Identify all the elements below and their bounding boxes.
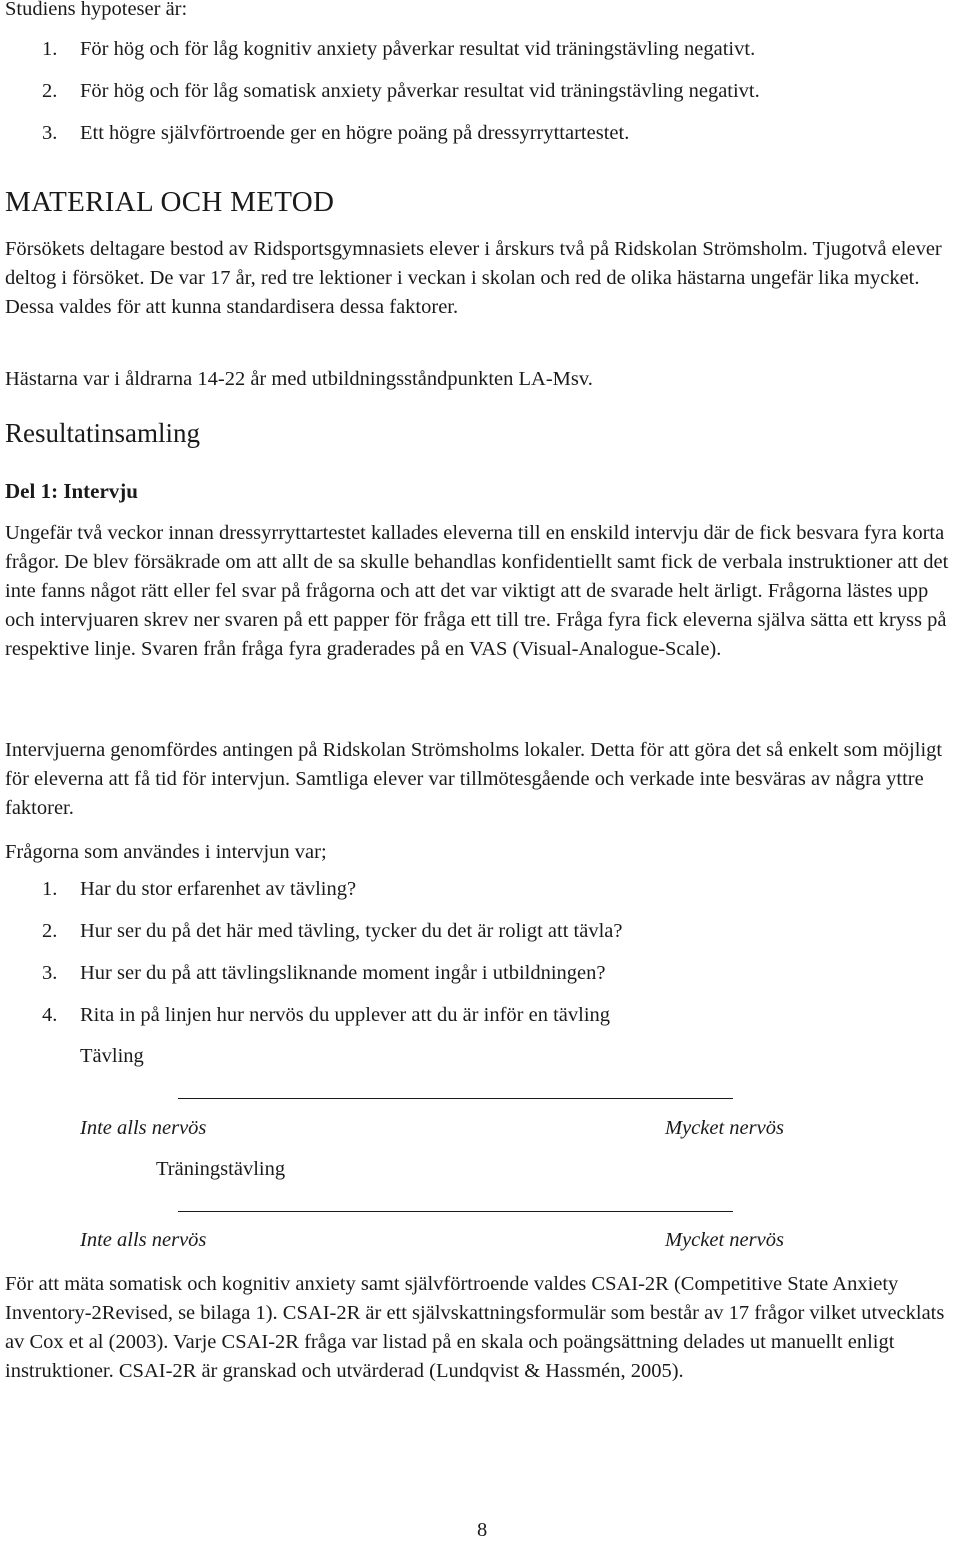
scale-title: Tävling <box>80 1045 144 1067</box>
hypothesis-text: För hög och för låg somatisk anxiety påverkar resultat vid träningstävling negativt. <box>80 80 760 102</box>
horses-paragraph: Hästarna var i åldrarna 14-22 år med utbildningsståndpunkten LA-Msv. <box>5 368 593 390</box>
subsection-heading-interview: Del 1: Intervju <box>5 479 138 503</box>
hypothesis-text: Ett högre självförtroende ger en högre poäng på dressyrryttartestet. <box>80 122 630 144</box>
page-number: 8 <box>477 1519 488 1541</box>
hypothesis-number: 2. <box>42 80 58 102</box>
vas-line[interactable] <box>178 1098 733 1099</box>
question-number: 3. <box>42 962 58 984</box>
section-heading-results: Resultatinsamling <box>5 418 200 448</box>
material-paragraph: Försökets deltagare bestod av Ridsportsgymnasiets elever i årskurs två på Ridskolan Strömsholm. Tjugotvå elever deltog i försöket. De var 17 år, red tre lektioner i veckan i skolan och red de olika hästarna ungefär lika mycket. Dessa valdes för att kunna standardisera dessa faktorer. <box>5 238 942 318</box>
question-text: Rita in på linjen hur nervös du upplever att du är inför en tävling <box>80 1004 611 1026</box>
question-number: 1. <box>42 878 58 900</box>
scale-high-anchor: Mycket nervös <box>665 1229 784 1251</box>
interview-paragraph-1: Ungefär två veckor innan dressyrryttartestet kallades eleverna till en enskild intervju där de fick besvara fyra korta frågor. De blev försäkrade om att allt de sa skulle behandlas konfidentiellt samt fick de verbala instruktioner att det inte fanns något rätt eller fel svar på frågorna och att det var viktigt att de svarade helt ärligt. Frågorna lästes upp och intervjuaren skrev ner svaren på ett papper för fråga ett till tre. Fråga fyra fick eleverna själva sätta ett kryss på respektive linje. Svaren från fråga fyra graderades på en VAS (Visual-Analogue-Scale). <box>5 522 949 660</box>
question-text: Hur ser du på att tävlingsliknande moment ingår i utbildningen? <box>80 962 606 984</box>
question-text: Har du stor erfarenhet av tävling? <box>80 878 357 900</box>
hypothesis-text: För hög och för låg kognitiv anxiety påverkar resultat vid träningstävling negativt. <box>80 38 756 60</box>
vas-line[interactable] <box>178 1211 733 1212</box>
question-number: 4. <box>42 1004 58 1026</box>
hypotheses-intro: Studiens hypoteser är: <box>5 0 188 20</box>
scale-low-anchor: Inte alls nervös <box>80 1117 207 1139</box>
hypothesis-number: 1. <box>42 38 58 60</box>
interview-paragraph-2: Intervjuerna genomfördes antingen på Ridskolan Strömsholms lokaler. Detta för att göra det så enkelt som möjligt för eleverna att få tid för intervjun. Samtliga elever var tillmötesgående och verkade inte besväras av några yttre faktorer. <box>5 739 943 819</box>
csai-paragraph: För att mäta somatisk och kognitiv anxiety samt självförtroende valdes CSAI-2R (Competitive State Anxiety Inventory-2Revised, se bilaga 1). CSAI-2R är ett självskattningsformulär som består av 17 frågor vilket utvecklats av Cox et al (2003). Varje CSAI-2R fråga var listad på en skala och poängsättning delades ut manuellt enligt instruktioner. CSAI-2R är granskad och utvärderad (Lundqvist & Hassmén, 2005). <box>5 1273 945 1382</box>
scale-low-anchor: Inte alls nervös <box>80 1229 207 1251</box>
question-text: Hur ser du på det här med tävling, tycker du det är roligt att tävla? <box>80 920 623 942</box>
question-number: 2. <box>42 920 58 942</box>
scale-high-anchor: Mycket nervös <box>665 1117 784 1139</box>
hypothesis-number: 3. <box>42 122 58 144</box>
section-heading-material: MATERIAL OCH METOD <box>5 186 335 218</box>
scale-title: Träningstävling <box>156 1158 286 1180</box>
questions-intro: Frågorna som användes i intervjun var; <box>5 841 327 863</box>
